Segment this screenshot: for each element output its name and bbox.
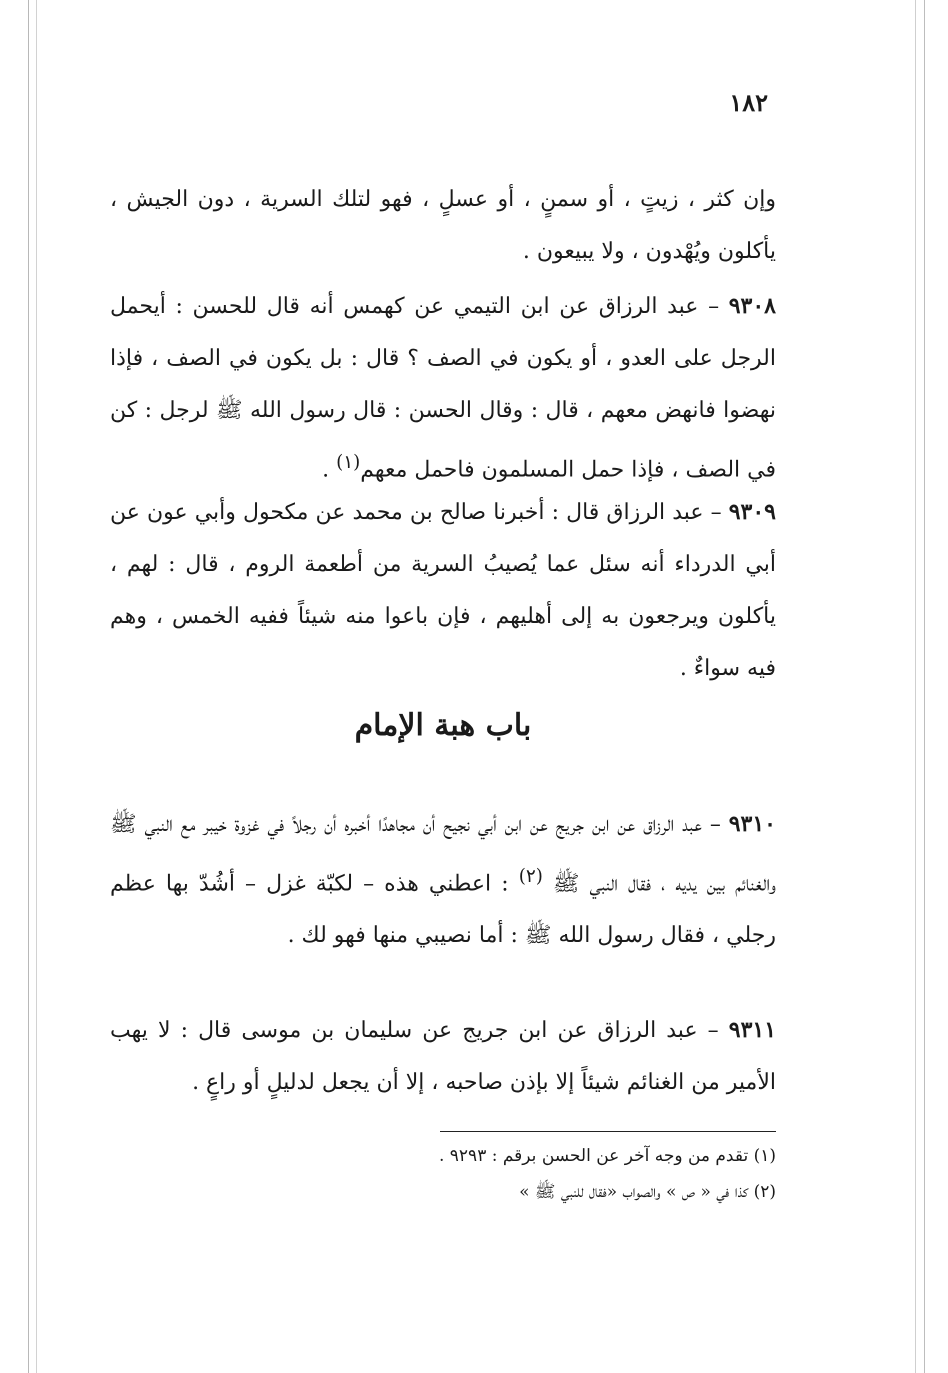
- footnote-1: (١) تقدم من وجه آخر عن الحسن برقم : ٩٢٩٣ .: [438, 1146, 776, 1166]
- hadith-number: ٩٣١١: [728, 1017, 777, 1043]
- hadith-text: – عبد الرزاق قال : أخبرنا صالح بن محمد عن مكحول وأبي عون عن أبي الدرداء أنه سئل عما يُصيبُ السرية من أطعمة الروم ، قال : لهم ، يأكلون ويرجعون به إلى أهليهم ، فإن باعوا منه شيئاً ففيه الخمس ، وهم فيه سواءٌ .: [110, 500, 776, 681]
- hadith-text: – عبد الرزاق عن ابن جريج عن سليمان بن موسى قال : لا يهب الأمير من الغنائم شيئاً إلا بإذن صاحبه ، إلا أن يجعل لدليلٍ أو راعٍ .: [110, 1018, 776, 1095]
- hadith-9311: [110, 1004, 776, 1109]
- footnote-2: (٢) كذا في « ص » والصواب «فقال للنبي ﷺ »: [519, 1182, 776, 1202]
- hadith-number: ٩٣٠٨: [728, 293, 776, 319]
- hadith-text-continued: : اعطني هذه – لكبّة غزل – أشُدّ بها عظم رجلي ، فقال رسول الله ﷺ : أما نصيبي منها فهو لك .: [110, 871, 776, 949]
- scan-edge-right-inner: [915, 0, 916, 1373]
- continuation-paragraph: وإن كثر ، زيتٍ ، أو سمنٍ ، أو عسلٍ ، فهو لتلك السرية ، دون الجيش ، يأكلون ويُهْدون ، ولا يبيعون .: [110, 187, 776, 264]
- page-number: ١٨٢: [729, 88, 768, 117]
- hadith-ending: .: [322, 457, 337, 483]
- hadith-text: – عبد الرزاق عن ابن جريج عن ابن أبي نجيح أن مجاهدًا أخبره أن رجلاً في غزوة خيبر مع النبي ﷺ والغنائم بين يديه ، فقال النبي ﷺ: [110, 812, 776, 897]
- hadith-text: – عبد الرزاق عن ابن التيمي عن كهمس أنه قال للحسن : أيحمل الرجل على العدو ، أو يكون في الصف ؟ قال : بل يكون في الصف ، فإذا نهضوا فانهض معهم ، قال : وقال الحسن : قال رسول الله ﷺ لرجل : كن في الصف ، فإذا حمل المسلمون فاحمل معهم: [110, 294, 776, 483]
- footnote-reference: (٢): [518, 866, 543, 887]
- scan-edge-left-inner: [36, 0, 37, 1373]
- chapter-title: باب هبة الإمام: [354, 708, 532, 743]
- hadith-number: ٩٣٠٩: [728, 499, 776, 525]
- hadith-9309: [110, 486, 776, 695]
- scan-edge-left: [28, 0, 29, 1373]
- footnote-reference: (١): [336, 452, 361, 473]
- footnotes: [110, 1138, 776, 1210]
- footnote-separator: [440, 1131, 776, 1132]
- hadith-9310: [110, 798, 776, 962]
- hadith-9308: [110, 280, 776, 496]
- hadith-number: ٩٣١٠: [728, 811, 776, 837]
- scan-edge-right: [924, 0, 925, 1373]
